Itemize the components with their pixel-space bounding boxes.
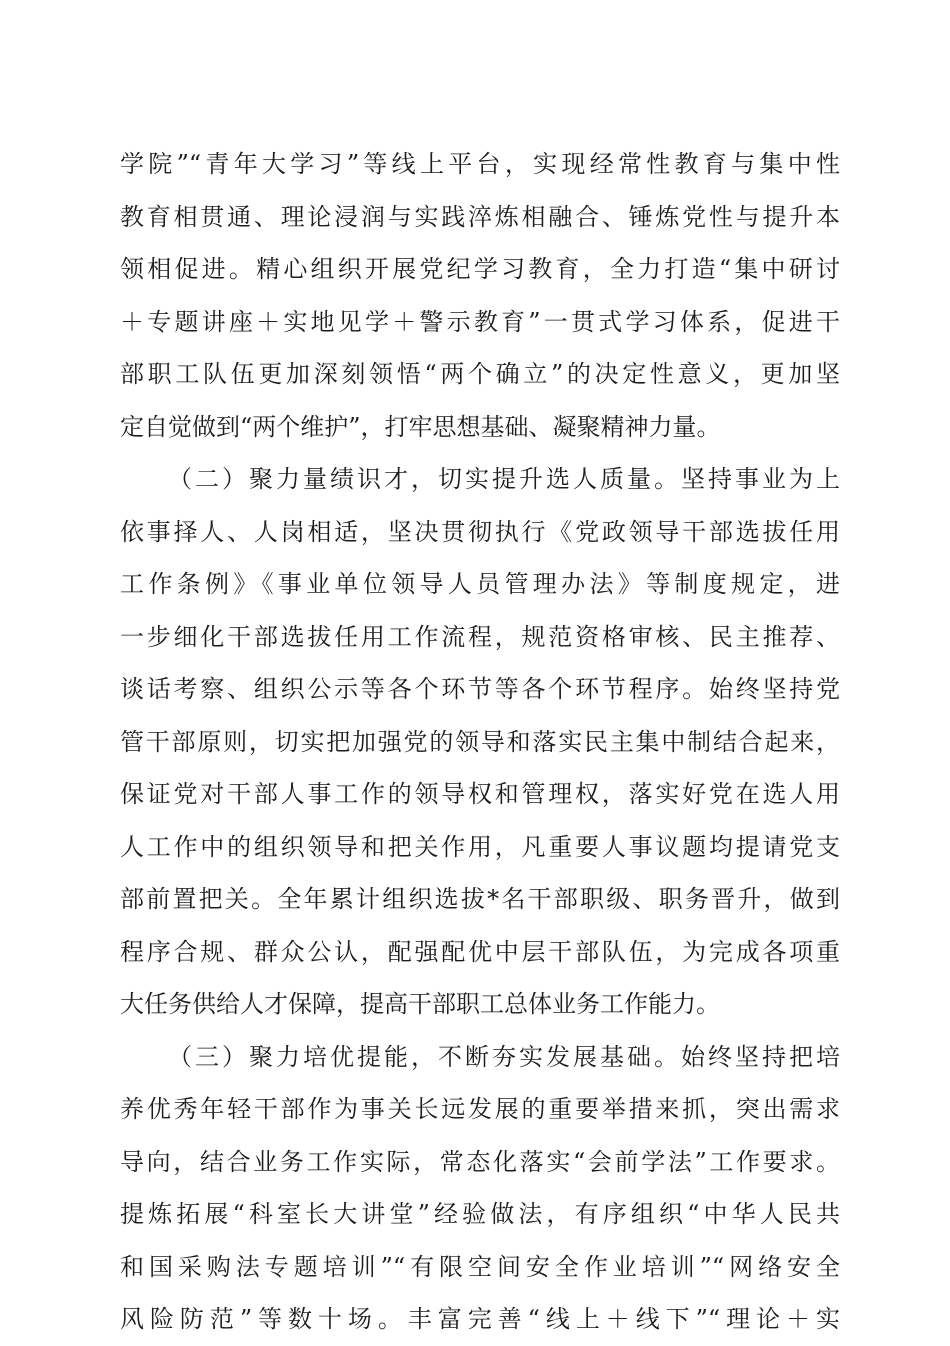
- text-line: 教育相贯通、理论浸润与实践淬炼相融合、锤炼党性与提升本: [120, 202, 840, 231]
- text-line: 学院”“青年大学习”等线上平台，实现经常性教育与集中性: [120, 150, 840, 178]
- text-line: 部前置把关。全年累计组织选拔*名干部职级、职务晋升，做到: [120, 885, 840, 913]
- text-line: 管干部原则，切实把加强党的领导和落实民主集中制结合起来，: [120, 727, 840, 756]
- text-line: 和国采购法专题培训”“有限空间安全作业培训”“网络安全: [120, 1252, 840, 1281]
- text-line: 大任务供给人才保障，提高干部职工总体业务工作能力。: [120, 990, 720, 1018]
- text-line: 领相促进。精心组织开展党纪学习教育，全力打造“集中研讨: [120, 255, 840, 283]
- text-line: 导向，结合业务工作实际，常态化落实“会前学法”工作要求。: [120, 1147, 840, 1176]
- text-line: 部职工队伍更加深刻领悟“两个确立”的决定性意义，更加坚: [120, 360, 840, 388]
- text-line: 一步细化干部选拔任用工作流程，规范资格审核、民主推荐、: [120, 622, 840, 651]
- text-line: 工作条例》《事业单位领导人员管理办法》等制度规定，进: [120, 570, 840, 598]
- text-line: 定自觉做到“两个维护”，打牢思想基础、凝聚精神力量。: [120, 412, 721, 441]
- text-line: 风险防范”等数十场。丰富完善“线上＋线下”“理论＋实: [120, 1305, 840, 1333]
- text-line: ＋专题讲座＋实地见学＋警示教育”一贯式学习体系，促进干: [120, 307, 840, 336]
- text-line: 保证党对干部人事工作的领导权和管理权，落实好党在选人用: [120, 780, 840, 808]
- text-line: 人工作中的组织领导和把关作用，凡重要人事议题均提请党支: [120, 832, 840, 861]
- section-heading-line: （二）聚力量绩识才，切实提升选人质量。坚持事业为上: [168, 465, 840, 493]
- text-line: 提炼拓展“科室长大讲堂”经验做法，有序组织“中华人民共: [120, 1200, 840, 1228]
- section-heading-line: （三）聚力培优提能，不断夯实发展基础。始终坚持把培: [168, 1042, 840, 1071]
- text-line: 谈话考察、组织公示等各个环节等各个环节程序。始终坚持党: [120, 675, 840, 703]
- body-text: [120, 138, 840, 1346]
- text-line: 依事择人、人岗相适，坚决贯彻执行《党政领导干部选拔任用: [120, 517, 840, 546]
- text-line: 程序合规、群众公认，配强配优中层干部队伍，为完成各项重: [120, 937, 840, 966]
- text-line: 养优秀年轻干部作为事关长远发展的重要举措来抓，突出需求: [120, 1095, 840, 1123]
